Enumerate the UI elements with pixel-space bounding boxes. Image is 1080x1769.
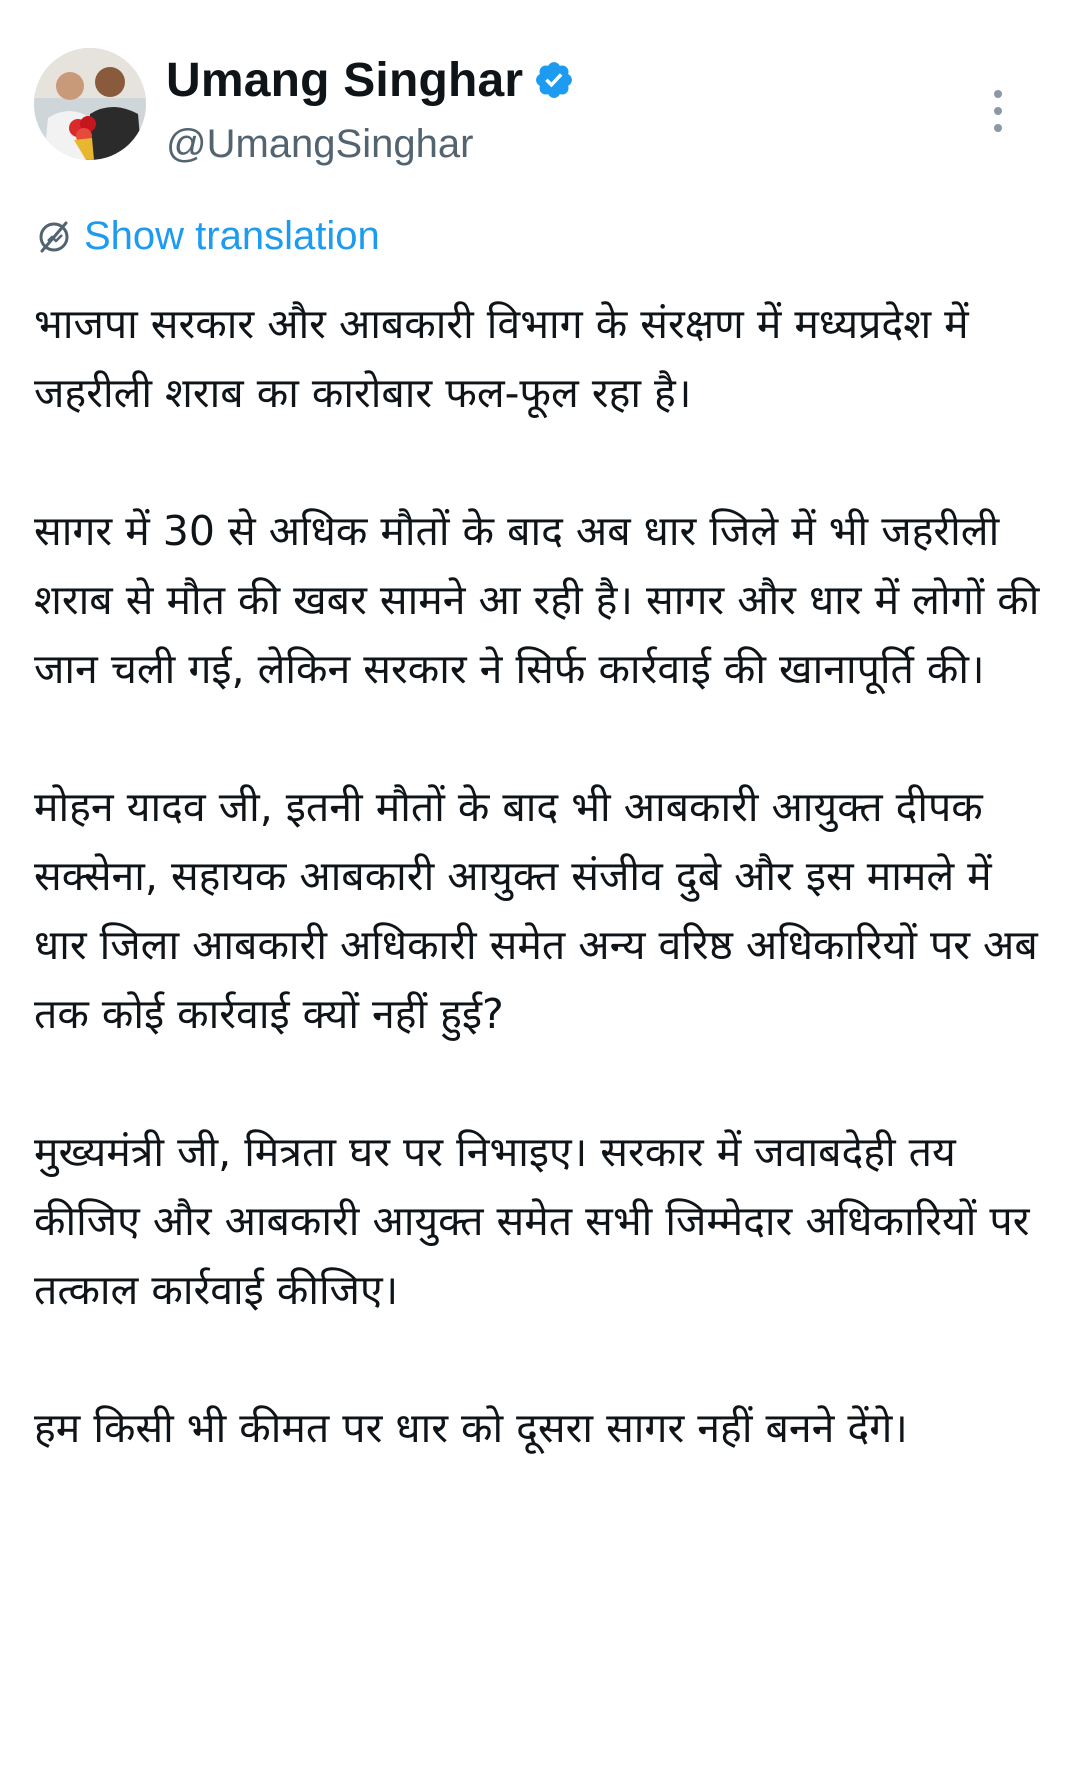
avatar-photo bbox=[34, 48, 146, 160]
more-options-icon[interactable] bbox=[986, 86, 1010, 136]
tweet-paragraph-3: मोहन यादव जी, इतनी मौतों के बाद भी आबकारी आयुक्त दीपक सक्सेना, सहायक आबकारी आयुक्त संजीव दुबे और इस मामले में धार जिला आबकारी अधिकारी समेत अन्य वरिष्ठ अधिकारियों पर अब तक कोई कार्रवाई क्यों नहीं हुई? bbox=[34, 783, 1038, 1038]
verified-badge-icon[interactable] bbox=[533, 59, 575, 101]
tweet-paragraph-4: मुख्यमंत्री जी, मित्रता घर पर निभाइए। सरकार में जवाबदेही तय कीजिए और आबकारी आयुक्त समेत सभी जिम्मेदार अधिकारियों पर तत्काल कार्रवाई कीजिए। bbox=[34, 1128, 1030, 1314]
tweet-paragraph-2: सागर में 30 से अधिक मौतों के बाद अब धार जिले में भी जहरीली शराब से मौत की खबर सामने आ रही है। सागर और धार में लोगों की जान चली गई, लेकिन सरकार ने सिर्फ कार्रवाई की खानापूर्ति की। bbox=[34, 507, 1040, 693]
tweet-paragraph-1: भाजपा सरकार और आबकारी विभाग के संरक्षण में मध्यप्रदेश में जहरीली शराब का कारोबार फल-फूल रहा है। bbox=[34, 300, 969, 417]
author-handle[interactable]: @UmangSinghar bbox=[166, 122, 474, 166]
show-translation-label: Show translation bbox=[84, 214, 380, 258]
tweet-paragraph-5: हम किसी भी कीमत पर धार को दूसरा सागर नहीं बनने देंगे। bbox=[34, 1404, 908, 1452]
translate-globe-icon bbox=[34, 217, 74, 257]
author-names bbox=[166, 50, 575, 167]
show-translation-button[interactable] bbox=[34, 214, 380, 259]
display-name-row bbox=[166, 50, 575, 110]
tweet-header bbox=[34, 48, 1046, 168]
display-name[interactable]: Umang Singhar bbox=[166, 53, 524, 107]
tweet-text bbox=[34, 290, 1050, 1463]
avatar[interactable] bbox=[34, 48, 146, 160]
